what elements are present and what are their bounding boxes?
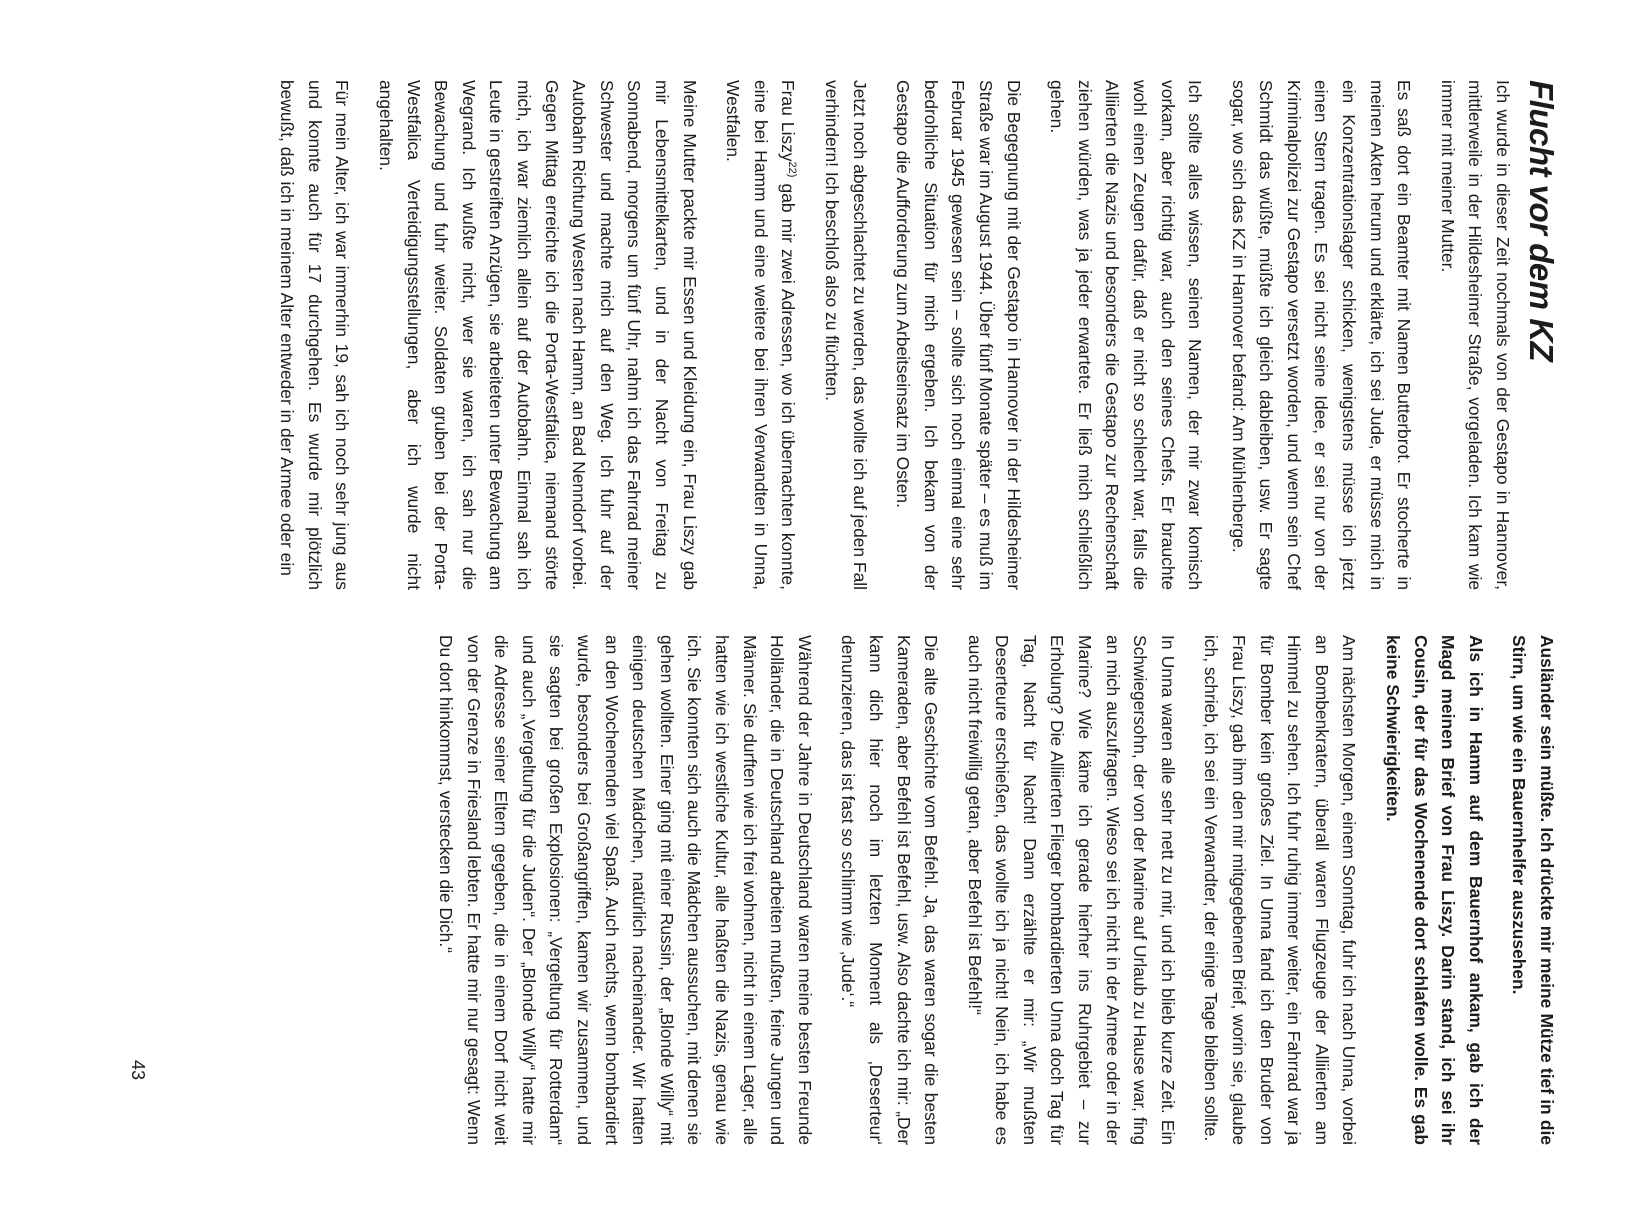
footnote-marker: 22) xyxy=(786,161,799,178)
paragraph: Ich sollte alles wissen, seinen Namen, der mir zwar komisch vorkam, aber richtig war, auch den seines Chefs. Er brauchte wohl einen Zeugen dafür, daß er nicht so schlecht war, falls die Alliierten die Nazis und besonders die Gestapo zur Rechenschaft ziehen würden, was ja jeder erwartete. Er ließ mich schließlich gehen. xyxy=(1047,80,1206,590)
page-title: Flucht vor dem KZ xyxy=(1523,80,1560,362)
left-column xyxy=(257,80,1560,590)
paragraph: Als ich in Hamm auf dem Bauernhof ankam, gab ich der Magd meinen Brief von Frau Liszy. Darin stand, ich sei ihr Cousin, der für das Wochenende dort schlafen wolle. Es gab keine Schwierigkeiten. xyxy=(1383,635,1486,1145)
paragraph: Ausländer sein müßte. Ich drückte mir meine Mütze tief in die Stirn, um wie ein Bauernhelfer auszusehen. xyxy=(1509,635,1557,1145)
paragraph: Während der Jahre in Deutschland waren meine besten Freunde Holländer, die in Deutschland arbeiten mußten, feine Jungen und Männer. Sie durften wie ich frei wohnen, nicht in einem Lager, alle hatten wie ich westliche Kultur, alle haßten die Nazis, genau wie ich. Sie konnten sich auch die Mädchen aussuchen, mit denen sie gehen wollten. Einer ging mit einer Russin, der „Blonde Willy“ mit einigen deutschen Mädchen, natürlich nacheinander. Wir hatten an den Wochenenden viel Spaß. Auch nachts, wenn bombardiert wurde, besonders bei Großangriffen, kamen wir zusammen, und sie sagten bei großen Explosionen: „Vergeltung für Rotterdam“ und auch „Vergeltung für die Juden“. Der „Blonde Willy“ hatte mir die Adresse seiner Eltern gegeben, die in einem Dorf nicht weit von der Grenze in Friesland lebten. Er hatte mir nur gesagt: Wenn Du dort hinkommst, verstecken die Dich.“ xyxy=(436,635,815,1145)
paragraph: In Unna waren alle sehr nett zu mir, und ich blieb kurze Zeit. Ein Schwiegersohn, der von der Marine auf Urlaub zu Hause war, fing an mich auszufragen. Wieso sei ich nicht in der Armee oder in der Marine? Wie käme ich gerade hierher ins Ruhrgebiet – zur Erholung? Die Alliierten Flieger bombardierten Unna doch Tag für Tag, Nacht für Nacht! Dann erzählte er mir: „Wir mußten Deserteure erschießen, das wollte ich ja nicht! Nein, ich habe es auch nicht freiwillig getan, aber Befehl ist Befehl!“ xyxy=(964,635,1178,1145)
page-number: 43 xyxy=(128,1060,148,1081)
paragraph: Meine Mutter packte mir Essen und Kleidung ein, Frau Liszy gab mir Lebensmittelkarten, und in der Nacht von Freitag zu Sonnabend, morgens um fünf Uhr, nahm ich das Fahrrad meiner Schwester und machte mich auf den Weg. Ich fuhr auf der Autobahn Richtung Westen nach Hamm, an Bad Nenndorf vorbei. Gegen Mittag erreichte ich die Porta-Westfalica, niemand störte mich, ich war ziemlich allein auf der Autobahn. Einmal sah ich Leute in gestreiften Anzügen, sie arbeiteten unter Bewachung am Wegrand. Ich wußte nicht, wer sie waren, ich sah nur die Bewachung und fuhr weiter. Soldaten gruben bei der Porta-Westfalica Verteidigungsstellungen, aber ich wurde nicht angehalten. xyxy=(376,80,700,590)
paragraph: Die alte Geschichte vom Befehl. Ja, das waren sogar die besten Kameraden, aber Befehl ist Befehl, usw. Also dachte ich mir: „Der kann dich hier noch im letzten Moment als ‚Deserteur‘ denunzieren, das ist fast so schlimm wie ‚Jude‘.“ xyxy=(838,635,942,1145)
paragraph: Am nächsten Morgen, einem Sonntag, fuhr ich nach Unna, vorbei an Bombenkratern, überall waren Flugzeuge der Alliierten am Himmel zu sehen. Ich fuhr ruhig immer weiter, ein Fahrrad war ja für Bomber kein großes Ziel. In Unna fand ich den Bruder von Frau Liszy, gab ihm den mir mitgegebenen Brief, worin sie, glaube ich, schrieb, ich sei ein Verwandter, der einige Tage bleiben sollte. xyxy=(1201,635,1360,1145)
paragraph: Jetzt noch abgeschlachtet zu werden, das wollte ich auf jeden Fall verhindern! Ich beschloß also zu flüchten. xyxy=(822,80,870,590)
liszy-text: gab mir zwei Adressen, wo ich übernachten konnte, eine bei Hamm und eine weitere bei ihren Verwandten in Unna, Westfalen. xyxy=(723,80,799,590)
book-page-rotated xyxy=(128,80,1560,1160)
liszy-name: Frau Liszy xyxy=(778,80,799,162)
paragraph xyxy=(719,80,802,590)
paragraph: Die Begegnung mit der Gestapo in Hannover in der Hildesheimer Straße war im August 1944. Über fünf Monate später – es muß im Februar 1945 gewesen sein – sollte sich noch einmal eine sehr bedrohliche Situation für mich ergeben. Ich bekam von der Gestapo die Aufforderung zum Arbeitseinsatz im Osten. xyxy=(893,80,1024,590)
paragraph: Für mein Alter, ich war immerhin 19, sah ich noch sehr jung aus und konnte auch für 17 durchgehen. Es wurde mir plötzlich bewußt, daß ich in meinem Alter entweder in der Armee oder ein xyxy=(277,80,353,590)
paragraph: Es saß dort ein Beamter mit Namen Butterbrot. Er stocherte in meinen Akten herum und erklärte, ich sei Jude, er müsse mich in ein Konzentrationslager schicken, wenigstens müsse ich jetzt einen Stern tragen. Es sei nicht seine Idee, er sei nur von der Kriminalpolizei zur Gestapo versetzt worden, und wenn sein Chef Schmidt das wüßte, müßte ich gleich dableiben, usw. Er sagte sogar, wo sich das KZ in Hannover befand: Am Mühlenberge. xyxy=(1228,80,1415,590)
paragraph: Ich wurde in dieser Zeit nochmals von der Gestapo in Hannover, mittlerweile in der Hildesheimer Straße, vorgeladen. Ich kam wie immer mit meiner Mutter. xyxy=(1437,80,1514,590)
right-column xyxy=(415,635,1560,1145)
